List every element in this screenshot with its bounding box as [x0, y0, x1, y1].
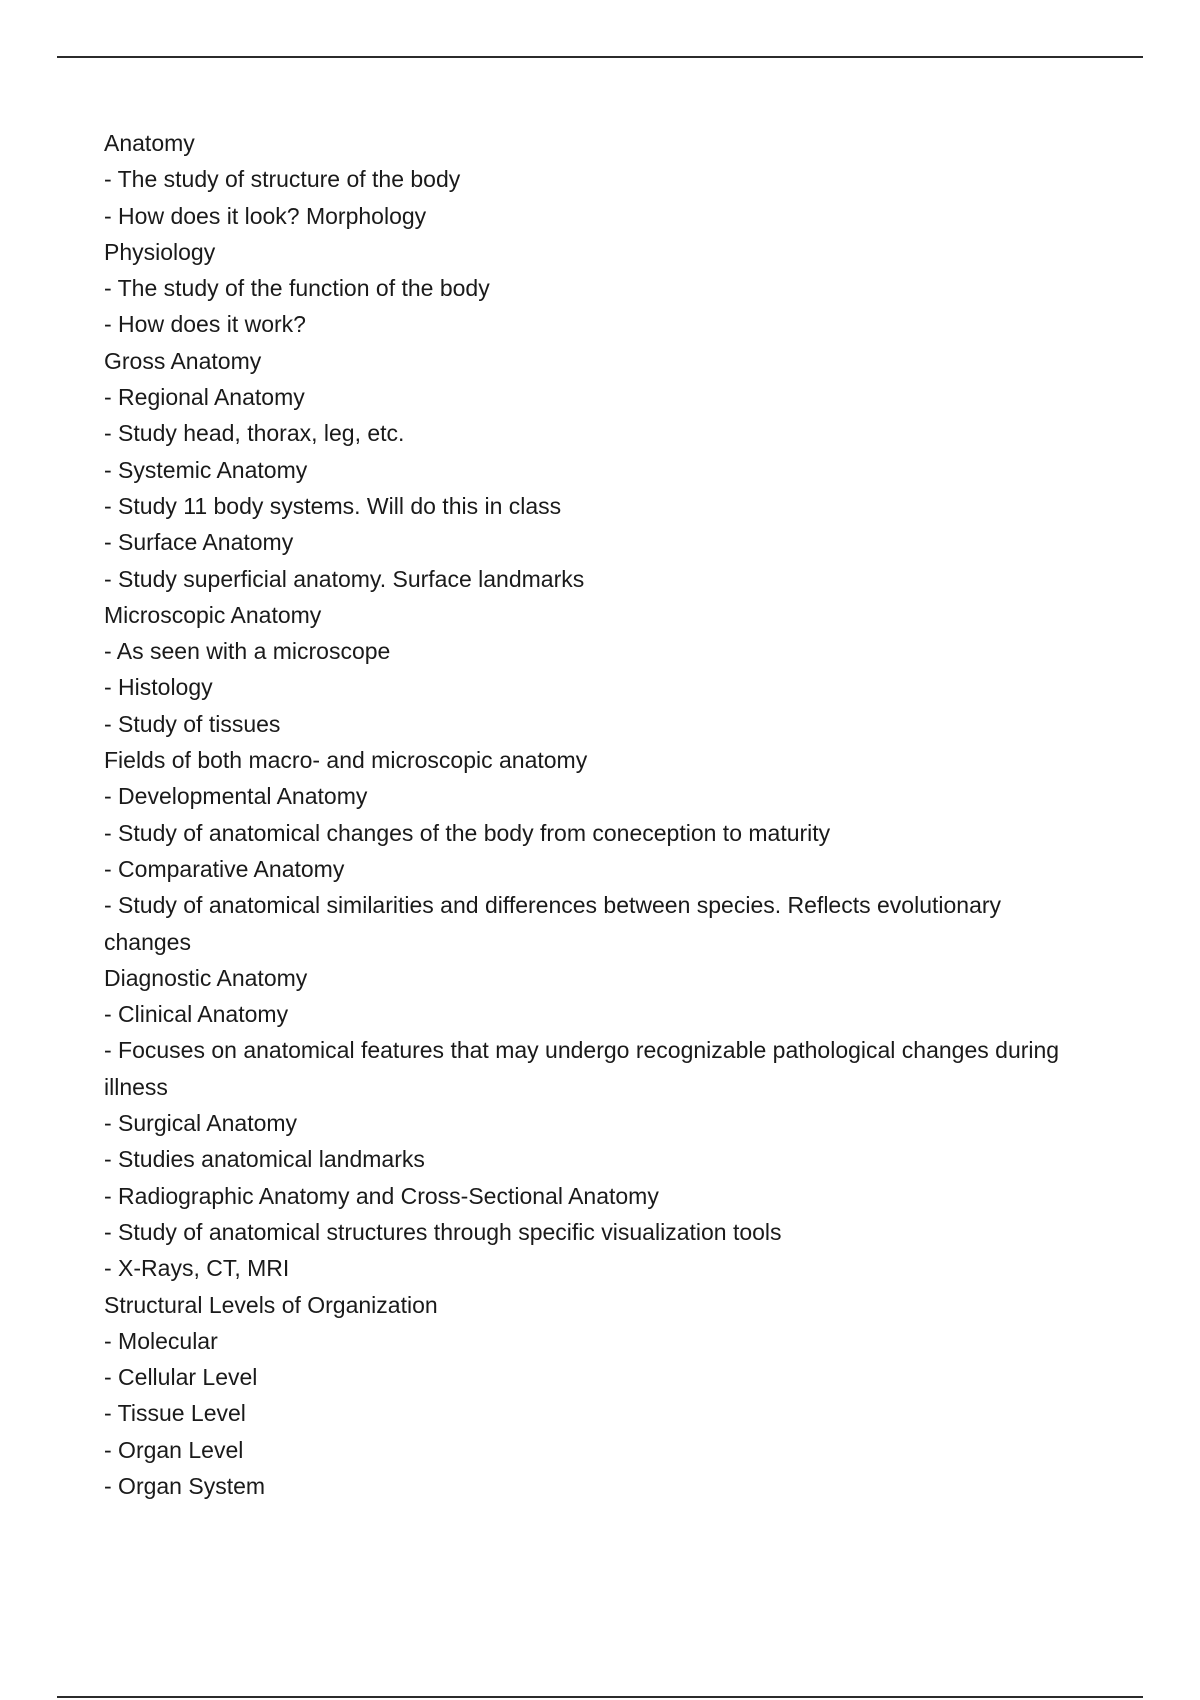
bullet-line: - Surgical Anatomy [104, 1110, 298, 1137]
bullet-line: - Surface Anatomy [104, 529, 294, 556]
document-body [104, 125, 1124, 1504]
bullet-line: - As seen with a microscope [104, 638, 391, 665]
bullet-line: - Study superficial anatomy. Surface landmarks [104, 565, 585, 592]
bullet-line: - Study of anatomical structures through specific visualization tools [104, 1218, 782, 1245]
continuation-line: changes [104, 928, 191, 955]
bullet-line: - The study of structure of the body [104, 166, 461, 193]
bullet-line: - Studies anatomical landmarks [104, 1146, 425, 1173]
bullet-line: - Molecular [104, 1327, 218, 1354]
bullet-line: - Histology [104, 674, 213, 701]
bullet-line: - Study 11 body systems. Will do this in class [104, 492, 562, 519]
bullet-line: - Regional Anatomy [104, 384, 305, 411]
bullet-line: - Radiographic Anatomy and Cross-Sectional Anatomy [104, 1182, 659, 1209]
bullet-line: - X-Rays, CT, MRI [104, 1255, 290, 1282]
bullet-line: - The study of the function of the body [104, 275, 490, 302]
bullet-line: - Tissue Level [104, 1400, 246, 1427]
bullet-line: - How does it work? [104, 311, 306, 338]
bullet-line: - Organ System [104, 1472, 266, 1499]
bullet-line: - Study of tissues [104, 710, 281, 737]
heading-line: Diagnostic Anatomy [104, 964, 308, 991]
bullet-line: - Clinical Anatomy [104, 1001, 289, 1028]
bullet-line: - How does it look? Morphology [104, 202, 427, 229]
heading-line: Anatomy [104, 130, 195, 156]
heading-line: Physiology [104, 238, 216, 265]
heading-line: Gross Anatomy [104, 347, 262, 374]
bullet-line: - Focuses on anatomical features that may undergo recognizable pathological changes during [104, 1037, 1060, 1064]
bullet-line: - Organ Level [104, 1436, 244, 1463]
bullet-line: - Study of anatomical changes of the body from coneception to maturity [104, 819, 831, 846]
continuation-line: illness [104, 1073, 168, 1100]
heading-line: Structural Levels of Organization [104, 1291, 438, 1318]
bullet-line: - Cellular Level [104, 1364, 258, 1391]
heading-line: Fields of both macro- and microscopic anatomy [104, 747, 588, 774]
bullet-line: - Systemic Anatomy [104, 456, 308, 483]
bullet-line: - Comparative Anatomy [104, 855, 345, 882]
bullet-line: - Study of anatomical similarities and differences between species. Reflects evolutionary [104, 892, 1002, 919]
bullet-line: - Developmental Anatomy [104, 783, 368, 810]
bullet-line: - Study head, thorax, leg, etc. [104, 420, 405, 447]
footer-rule [57, 1696, 1143, 1698]
header-rule [57, 56, 1143, 58]
heading-line: Microscopic Anatomy [104, 601, 322, 628]
